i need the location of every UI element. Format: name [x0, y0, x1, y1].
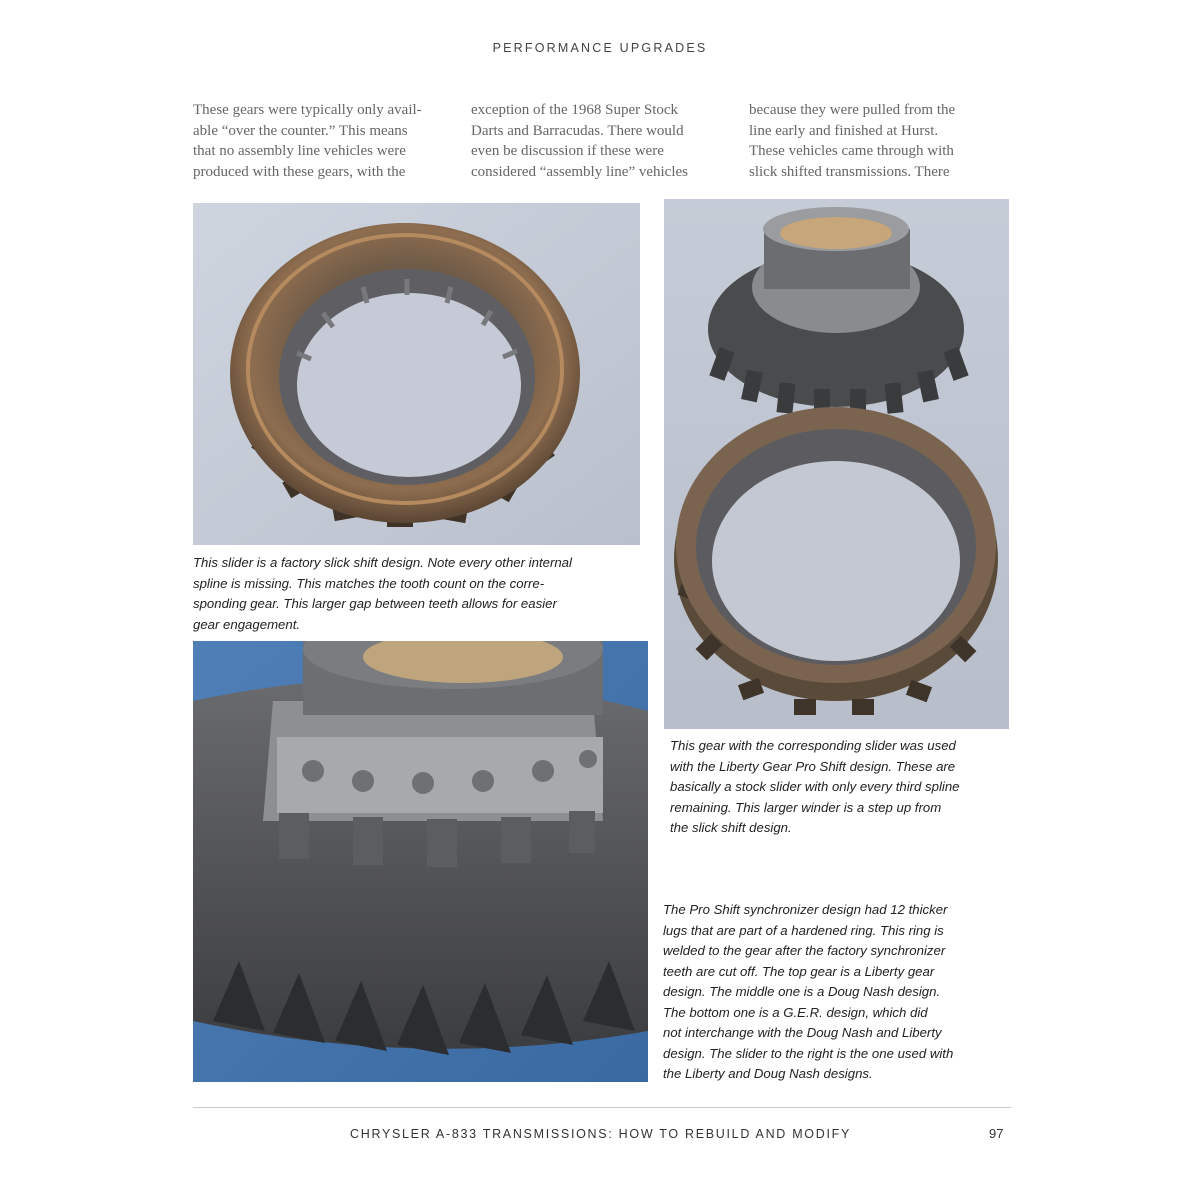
caption-line: This gear with the corresponding slider was used [670, 738, 956, 753]
body-line: that no assembly line vehicles were [193, 143, 406, 159]
body-line: able “over the counter.” This means [193, 122, 408, 139]
caption-line: design. The middle one is a Doug Nash design. [663, 984, 941, 999]
footer-divider [193, 1107, 1011, 1108]
caption-line: welded to the gear after the factory synchronizer [663, 943, 946, 958]
caption-line: design. The slider to the right is the one used with [663, 1045, 954, 1061]
caption-line: basically a stock slider with only every third spline [670, 779, 960, 794]
body-line: These vehicles came through with [749, 143, 954, 159]
caption-line: The bottom one is a G.E.R. design, which did [663, 1004, 928, 1020]
caption-line: with the Liberty Gear Pro Shift design. These are [670, 758, 956, 774]
caption-line: teeth are cut off. The top gear is a Liberty gear [663, 963, 935, 979]
caption-line: spline is missing. This matches the tooth count on the corre- [193, 575, 545, 591]
caption-line: The Pro Shift synchronizer design had 12 thicker [663, 902, 948, 917]
page-number: 97 [989, 1126, 1004, 1141]
caption-line: remaining. This larger winder is a step up from [670, 799, 942, 815]
footer-book-title: CHRYSLER A-833 TRANSMISSIONS: HOW TO REBUILD AND MODIFY [350, 1127, 852, 1141]
body-line: These gears were typically only avail- [193, 102, 422, 118]
caption-line: gear engagement. [193, 616, 301, 632]
body-column-1 [193, 100, 454, 182]
caption-line: sponding gear. This larger gap between teeth allows for easier [193, 596, 557, 611]
caption-line: lugs that are part of a hardened ring. This ring is [663, 922, 944, 938]
photo-gear-stack [664, 199, 1009, 729]
caption-line: This slider is a factory slick shift design. Note every other internal [193, 555, 572, 570]
body-line: line early and finished at Hurst. [749, 122, 939, 139]
body-line: because they were pulled from the [749, 102, 956, 118]
body-column-3 [749, 100, 1010, 182]
body-line: considered “assembly line” vehicles [471, 163, 689, 180]
body-line: Darts and Barracudas. There would [471, 122, 684, 139]
photo-gear-closeup [193, 641, 648, 1082]
caption-slider [193, 553, 572, 635]
gear-with-slider-icon [664, 199, 1009, 729]
running-head: PERFORMANCE UPGRADES [492, 41, 708, 55]
caption-line: the slick shift design. [670, 820, 792, 835]
synchronizer-slider-ring-icon [193, 203, 640, 545]
body-line: exception of the 1968 Super Stock [471, 102, 679, 118]
photo-slider [193, 203, 640, 545]
body-column-2 [471, 100, 732, 182]
caption-line: the Liberty and Doug Nash designs. [663, 1066, 873, 1081]
caption-gear-stack [670, 736, 960, 839]
body-line: slick shifted transmissions. There [749, 163, 950, 180]
caption-line: not interchange with the Doug Nash and Liberty [663, 1025, 942, 1040]
pro-shift-gear-closeup-icon [193, 641, 648, 1082]
body-line: produced with these gears, with the [193, 163, 406, 180]
caption-pro-shift [663, 900, 953, 1085]
body-line: even be discussion if these were [471, 143, 664, 159]
